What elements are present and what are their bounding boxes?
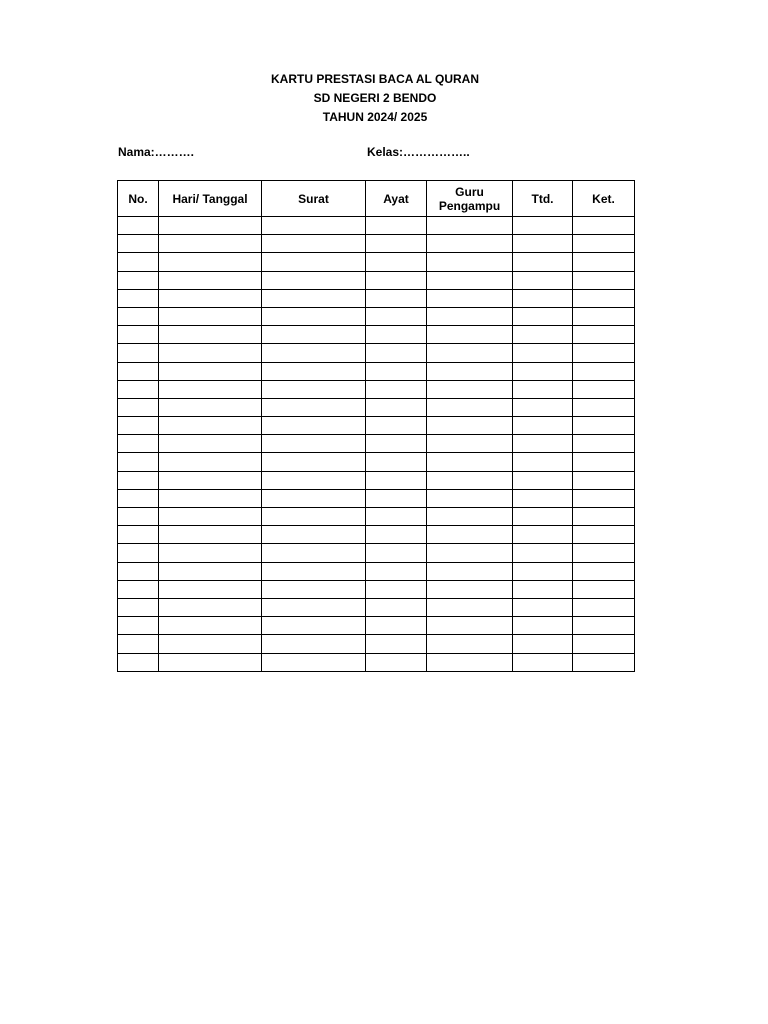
- table-cell-teacher: [427, 580, 513, 598]
- table-row: [118, 617, 635, 635]
- table-cell-no: [118, 635, 159, 653]
- table-cell-verse: [366, 508, 427, 526]
- table-cell-notes: [573, 217, 635, 235]
- table-cell-surah: [262, 417, 366, 435]
- table-cell-verse: [366, 307, 427, 325]
- table-cell-signature: [513, 453, 573, 471]
- name-field: Nama:……….: [118, 145, 195, 159]
- table-cell-no: [118, 508, 159, 526]
- table-cell-notes: [573, 617, 635, 635]
- table-row: [118, 235, 635, 253]
- table-cell-notes: [573, 362, 635, 380]
- column-header-teacher: Guru Pengampu: [427, 181, 513, 217]
- table-cell-teacher: [427, 307, 513, 325]
- table-row: [118, 653, 635, 671]
- table-cell-signature: [513, 508, 573, 526]
- table-cell-no: [118, 417, 159, 435]
- table-cell-surah: [262, 562, 366, 580]
- table-cell-surah: [262, 344, 366, 362]
- table-cell-date: [159, 344, 262, 362]
- table-cell-teacher: [427, 653, 513, 671]
- table-cell-no: [118, 362, 159, 380]
- table-cell-verse: [366, 580, 427, 598]
- table-row: [118, 362, 635, 380]
- table-cell-date: [159, 326, 262, 344]
- table-cell-teacher: [427, 362, 513, 380]
- table-cell-no: [118, 380, 159, 398]
- column-header-notes: Ket.: [573, 181, 635, 217]
- table-row: [118, 344, 635, 362]
- table-cell-verse: [366, 489, 427, 507]
- table-cell-signature: [513, 417, 573, 435]
- table-row: [118, 635, 635, 653]
- academic-year: TAHUN 2024/ 2025: [322, 110, 428, 124]
- table-cell-no: [118, 344, 159, 362]
- table-cell-verse: [366, 453, 427, 471]
- table-cell-no: [118, 580, 159, 598]
- table-row: [118, 417, 635, 435]
- table-cell-verse: [366, 435, 427, 453]
- table-cell-date: [159, 217, 262, 235]
- table-cell-no: [118, 653, 159, 671]
- table-cell-notes: [573, 653, 635, 671]
- table-cell-signature: [513, 253, 573, 271]
- table-cell-surah: [262, 653, 366, 671]
- table-cell-surah: [262, 235, 366, 253]
- table-cell-surah: [262, 598, 366, 616]
- table-cell-no: [118, 598, 159, 616]
- table-row: [118, 453, 635, 471]
- table-cell-verse: [366, 271, 427, 289]
- table-row: [118, 217, 635, 235]
- table-row: [118, 489, 635, 507]
- table-cell-no: [118, 253, 159, 271]
- table-cell-notes: [573, 307, 635, 325]
- table-cell-signature: [513, 398, 573, 416]
- table-cell-signature: [513, 617, 573, 635]
- column-header-signature: Ttd.: [513, 181, 573, 217]
- table-cell-teacher: [427, 380, 513, 398]
- table-cell-date: [159, 307, 262, 325]
- table-cell-teacher: [427, 217, 513, 235]
- column-header-verse: Ayat: [366, 181, 427, 217]
- table-cell-surah: [262, 453, 366, 471]
- table-row: [118, 435, 635, 453]
- table-cell-verse: [366, 326, 427, 344]
- table-cell-surah: [262, 253, 366, 271]
- table-cell-no: [118, 617, 159, 635]
- table-cell-signature: [513, 489, 573, 507]
- table-cell-verse: [366, 617, 427, 635]
- table-cell-signature: [513, 653, 573, 671]
- table-cell-teacher: [427, 271, 513, 289]
- table-cell-no: [118, 453, 159, 471]
- table-cell-signature: [513, 526, 573, 544]
- table-cell-date: [159, 580, 262, 598]
- table-cell-no: [118, 398, 159, 416]
- table-cell-teacher: [427, 562, 513, 580]
- table-cell-notes: [573, 508, 635, 526]
- class-field: Kelas:……………..: [367, 145, 470, 159]
- table-cell-signature: [513, 562, 573, 580]
- table-cell-notes: [573, 526, 635, 544]
- table-cell-no: [118, 307, 159, 325]
- table-cell-notes: [573, 489, 635, 507]
- table-cell-teacher: [427, 489, 513, 507]
- school-name: SD NEGERI 2 BENDO: [313, 91, 437, 105]
- table-cell-surah: [262, 435, 366, 453]
- table-cell-teacher: [427, 235, 513, 253]
- table-cell-notes: [573, 635, 635, 653]
- table-cell-signature: [513, 362, 573, 380]
- table-cell-date: [159, 562, 262, 580]
- table-header-row: [118, 181, 635, 217]
- table-cell-signature: [513, 344, 573, 362]
- table-cell-signature: [513, 235, 573, 253]
- table-cell-date: [159, 598, 262, 616]
- table-cell-teacher: [427, 398, 513, 416]
- table-cell-teacher: [427, 253, 513, 271]
- card-title: KARTU PRESTASI BACA AL QURAN: [270, 72, 479, 86]
- table-cell-teacher: [427, 526, 513, 544]
- table-cell-verse: [366, 653, 427, 671]
- table-cell-verse: [366, 417, 427, 435]
- table-cell-date: [159, 435, 262, 453]
- table-row: [118, 580, 635, 598]
- table-cell-date: [159, 380, 262, 398]
- table-cell-date: [159, 289, 262, 307]
- table-cell-notes: [573, 326, 635, 344]
- table-cell-notes: [573, 289, 635, 307]
- table-cell-date: [159, 253, 262, 271]
- document-header: [0, 70, 768, 127]
- table-cell-date: [159, 653, 262, 671]
- table-cell-teacher: [427, 598, 513, 616]
- table-cell-date: [159, 417, 262, 435]
- table-cell-signature: [513, 471, 573, 489]
- table-cell-verse: [366, 635, 427, 653]
- table-cell-teacher: [427, 453, 513, 471]
- table-cell-surah: [262, 580, 366, 598]
- column-header-date: Hari/ Tanggal: [159, 181, 262, 217]
- table-cell-date: [159, 362, 262, 380]
- table-cell-surah: [262, 398, 366, 416]
- table-cell-signature: [513, 307, 573, 325]
- table-cell-date: [159, 508, 262, 526]
- table-row: [118, 526, 635, 544]
- achievement-table: [117, 180, 635, 672]
- table-cell-notes: [573, 544, 635, 562]
- table-cell-signature: [513, 580, 573, 598]
- table-cell-no: [118, 271, 159, 289]
- table-body: [118, 217, 635, 672]
- table-cell-surah: [262, 362, 366, 380]
- column-header-surah: Surat: [262, 181, 366, 217]
- table-cell-verse: [366, 362, 427, 380]
- table-cell-verse: [366, 526, 427, 544]
- table-cell-teacher: [427, 617, 513, 635]
- table-row: [118, 562, 635, 580]
- table-cell-no: [118, 544, 159, 562]
- table-cell-no: [118, 289, 159, 307]
- table-cell-no: [118, 562, 159, 580]
- column-header-no: No.: [118, 181, 159, 217]
- table-cell-date: [159, 398, 262, 416]
- table-cell-signature: [513, 435, 573, 453]
- table-row: [118, 398, 635, 416]
- table-row: [118, 326, 635, 344]
- table-cell-teacher: [427, 635, 513, 653]
- table-cell-surah: [262, 271, 366, 289]
- table-row: [118, 307, 635, 325]
- table-cell-date: [159, 489, 262, 507]
- table-cell-teacher: [427, 417, 513, 435]
- table-cell-signature: [513, 271, 573, 289]
- table-cell-notes: [573, 253, 635, 271]
- table-cell-no: [118, 235, 159, 253]
- table-cell-notes: [573, 598, 635, 616]
- table-cell-date: [159, 471, 262, 489]
- table-cell-notes: [573, 380, 635, 398]
- table-cell-verse: [366, 544, 427, 562]
- table-cell-verse: [366, 380, 427, 398]
- table-cell-surah: [262, 617, 366, 635]
- table-row: [118, 471, 635, 489]
- table-cell-date: [159, 235, 262, 253]
- table-row: [118, 508, 635, 526]
- table-cell-surah: [262, 635, 366, 653]
- table-cell-date: [159, 635, 262, 653]
- table-cell-signature: [513, 544, 573, 562]
- table-cell-notes: [573, 271, 635, 289]
- table-cell-notes: [573, 344, 635, 362]
- table-cell-signature: [513, 326, 573, 344]
- table-cell-verse: [366, 253, 427, 271]
- table-cell-surah: [262, 217, 366, 235]
- table-row: [118, 380, 635, 398]
- table-cell-surah: [262, 489, 366, 507]
- table-cell-date: [159, 453, 262, 471]
- table-cell-notes: [573, 417, 635, 435]
- table-cell-date: [159, 544, 262, 562]
- table-cell-verse: [366, 471, 427, 489]
- table-cell-date: [159, 617, 262, 635]
- table-cell-notes: [573, 235, 635, 253]
- table-cell-notes: [573, 453, 635, 471]
- table-cell-signature: [513, 635, 573, 653]
- table-cell-verse: [366, 235, 427, 253]
- table-cell-teacher: [427, 471, 513, 489]
- table-row: [118, 598, 635, 616]
- table-cell-surah: [262, 526, 366, 544]
- table-cell-surah: [262, 508, 366, 526]
- table-cell-no: [118, 526, 159, 544]
- table-cell-no: [118, 326, 159, 344]
- table-cell-surah: [262, 471, 366, 489]
- table-cell-teacher: [427, 289, 513, 307]
- table-cell-notes: [573, 580, 635, 598]
- table-cell-no: [118, 217, 159, 235]
- table-row: [118, 289, 635, 307]
- table-cell-notes: [573, 471, 635, 489]
- table-cell-teacher: [427, 344, 513, 362]
- table-cell-notes: [573, 562, 635, 580]
- table-cell-notes: [573, 398, 635, 416]
- table-cell-no: [118, 471, 159, 489]
- table-cell-teacher: [427, 508, 513, 526]
- table-cell-verse: [366, 217, 427, 235]
- table-cell-surah: [262, 544, 366, 562]
- table-cell-surah: [262, 326, 366, 344]
- table-cell-verse: [366, 289, 427, 307]
- table-cell-signature: [513, 217, 573, 235]
- table-cell-verse: [366, 344, 427, 362]
- table-cell-date: [159, 271, 262, 289]
- table-cell-notes: [573, 435, 635, 453]
- table-cell-verse: [366, 598, 427, 616]
- table-cell-signature: [513, 289, 573, 307]
- table-row: [118, 253, 635, 271]
- table-row: [118, 544, 635, 562]
- table-cell-no: [118, 435, 159, 453]
- table-cell-surah: [262, 380, 366, 398]
- table-row: [118, 271, 635, 289]
- table-cell-signature: [513, 598, 573, 616]
- table-cell-teacher: [427, 326, 513, 344]
- table-cell-surah: [262, 289, 366, 307]
- table-cell-date: [159, 526, 262, 544]
- table-cell-verse: [366, 398, 427, 416]
- table-cell-teacher: [427, 544, 513, 562]
- table-cell-teacher: [427, 435, 513, 453]
- table-cell-no: [118, 489, 159, 507]
- table-cell-signature: [513, 380, 573, 398]
- table-cell-surah: [262, 307, 366, 325]
- table-cell-verse: [366, 562, 427, 580]
